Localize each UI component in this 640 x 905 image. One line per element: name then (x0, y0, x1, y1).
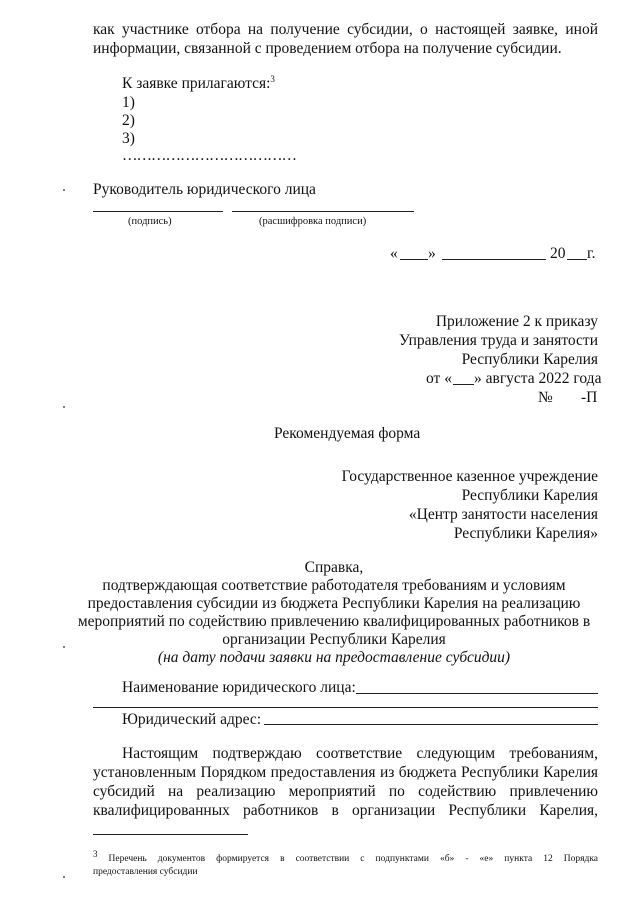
body-line-1: Настоящим подтверждаю соответствие следующим требованиям, (122, 745, 598, 762)
legal-entity-name-blank (356, 693, 598, 694)
attachments-heading: К заявке прилагаются:$^3$ (122, 73, 275, 92)
certificate-title: Справка, (304, 559, 364, 576)
appendix-line-3: Республики Карелия (461, 351, 598, 368)
signature-decoding-caption: (расшифровка подписи) (259, 216, 367, 227)
date-year-suffix: г. (587, 245, 596, 262)
scan-speck (63, 406, 65, 408)
footnote-line-1: $^3$ Перечень документов формируется в соответствии с подпунктами «б» - «е» пункта 12 Порядка (93, 848, 599, 864)
head-of-legal-entity-label: Руководитель юридического лица (93, 181, 316, 198)
appendix-number-suffix: -П (581, 389, 598, 406)
attachment-item-2: 2) (122, 112, 135, 129)
body-line-4: квалифицированных работников в организации Республики Карелия, (93, 802, 598, 819)
body-line-2: установленным Порядком предоставления из бюджета Республики Карелия (93, 764, 598, 781)
date-open-quote: « (390, 245, 398, 262)
appendix-line-2: Управления труда и занятости (398, 332, 598, 349)
footnote-reference: 3 (270, 73, 275, 84)
signature-line (93, 211, 223, 212)
appendix-line-1: Приложение 2 к приказу (435, 313, 598, 330)
footnote-mark: 3 (93, 848, 98, 859)
date-day-blank (400, 259, 428, 260)
date-close-quote: » (428, 245, 436, 262)
scan-speck (63, 189, 65, 191)
certificate-line-2: предоставления субсидии из бюджета Республики Карелия на реализацию (87, 595, 581, 612)
date-year-blank (567, 259, 587, 260)
footnote-line-2: предоставления субсидии (93, 867, 198, 877)
footnote-separator (93, 834, 248, 835)
certificate-line-3: мероприятий по содействию привлечению квалифицированных работников в (77, 613, 591, 630)
appendix-number-sign: № (538, 389, 553, 406)
addressee-line-2: Республики Карелия (461, 487, 598, 504)
legal-address-label: Юридический адрес: (122, 711, 262, 728)
legal-entity-name-label: Наименование юридического лица: (122, 679, 356, 696)
attachments-ellipsis: ……………………………… (122, 147, 296, 164)
scan-speck (63, 646, 65, 648)
addressee-line-4: Республики Карелия» (453, 525, 598, 542)
certificate-line-1: подтверждающая соответствие работодателя требованиям и условиям (102, 577, 566, 594)
date-year-prefix: 20 (550, 245, 566, 262)
top-paragraph-line-1: как участнике отбора на получение субсидии, о настоящей заявке, иной (93, 21, 598, 38)
addressee-line-3: «Центр занятости населения (408, 506, 598, 523)
addressee-line-1: Государственное казенное учреждение (341, 468, 598, 485)
signature-decoding-line (232, 211, 414, 212)
appendix-day-blank (453, 384, 474, 385)
body-line-3: субсидий на реализацию мероприятий по содействию привлечению (93, 783, 598, 800)
attachment-item-3: 3) (122, 130, 135, 147)
date-month-blank (442, 259, 546, 260)
certificate-line-4: организации Республики Карелия (222, 631, 446, 648)
signature-caption: (подпись) (128, 216, 172, 227)
top-paragraph-line-2: информации, связанной с проведением отбора на получение субсидии. (93, 40, 562, 57)
certificate-note: (на дату подачи заявки на предоставление субсидии) (157, 649, 511, 666)
scan-speck (63, 876, 65, 878)
legal-address-blank (264, 724, 598, 725)
appendix-date-suffix: » августа 2022 года (474, 370, 602, 387)
appendix-date-prefix: от « (426, 370, 452, 387)
legal-entity-name-blank-2 (93, 707, 598, 708)
attachment-item-1: 1) (122, 94, 135, 111)
recommended-form-label: Рекомендуемая форма (274, 425, 421, 442)
